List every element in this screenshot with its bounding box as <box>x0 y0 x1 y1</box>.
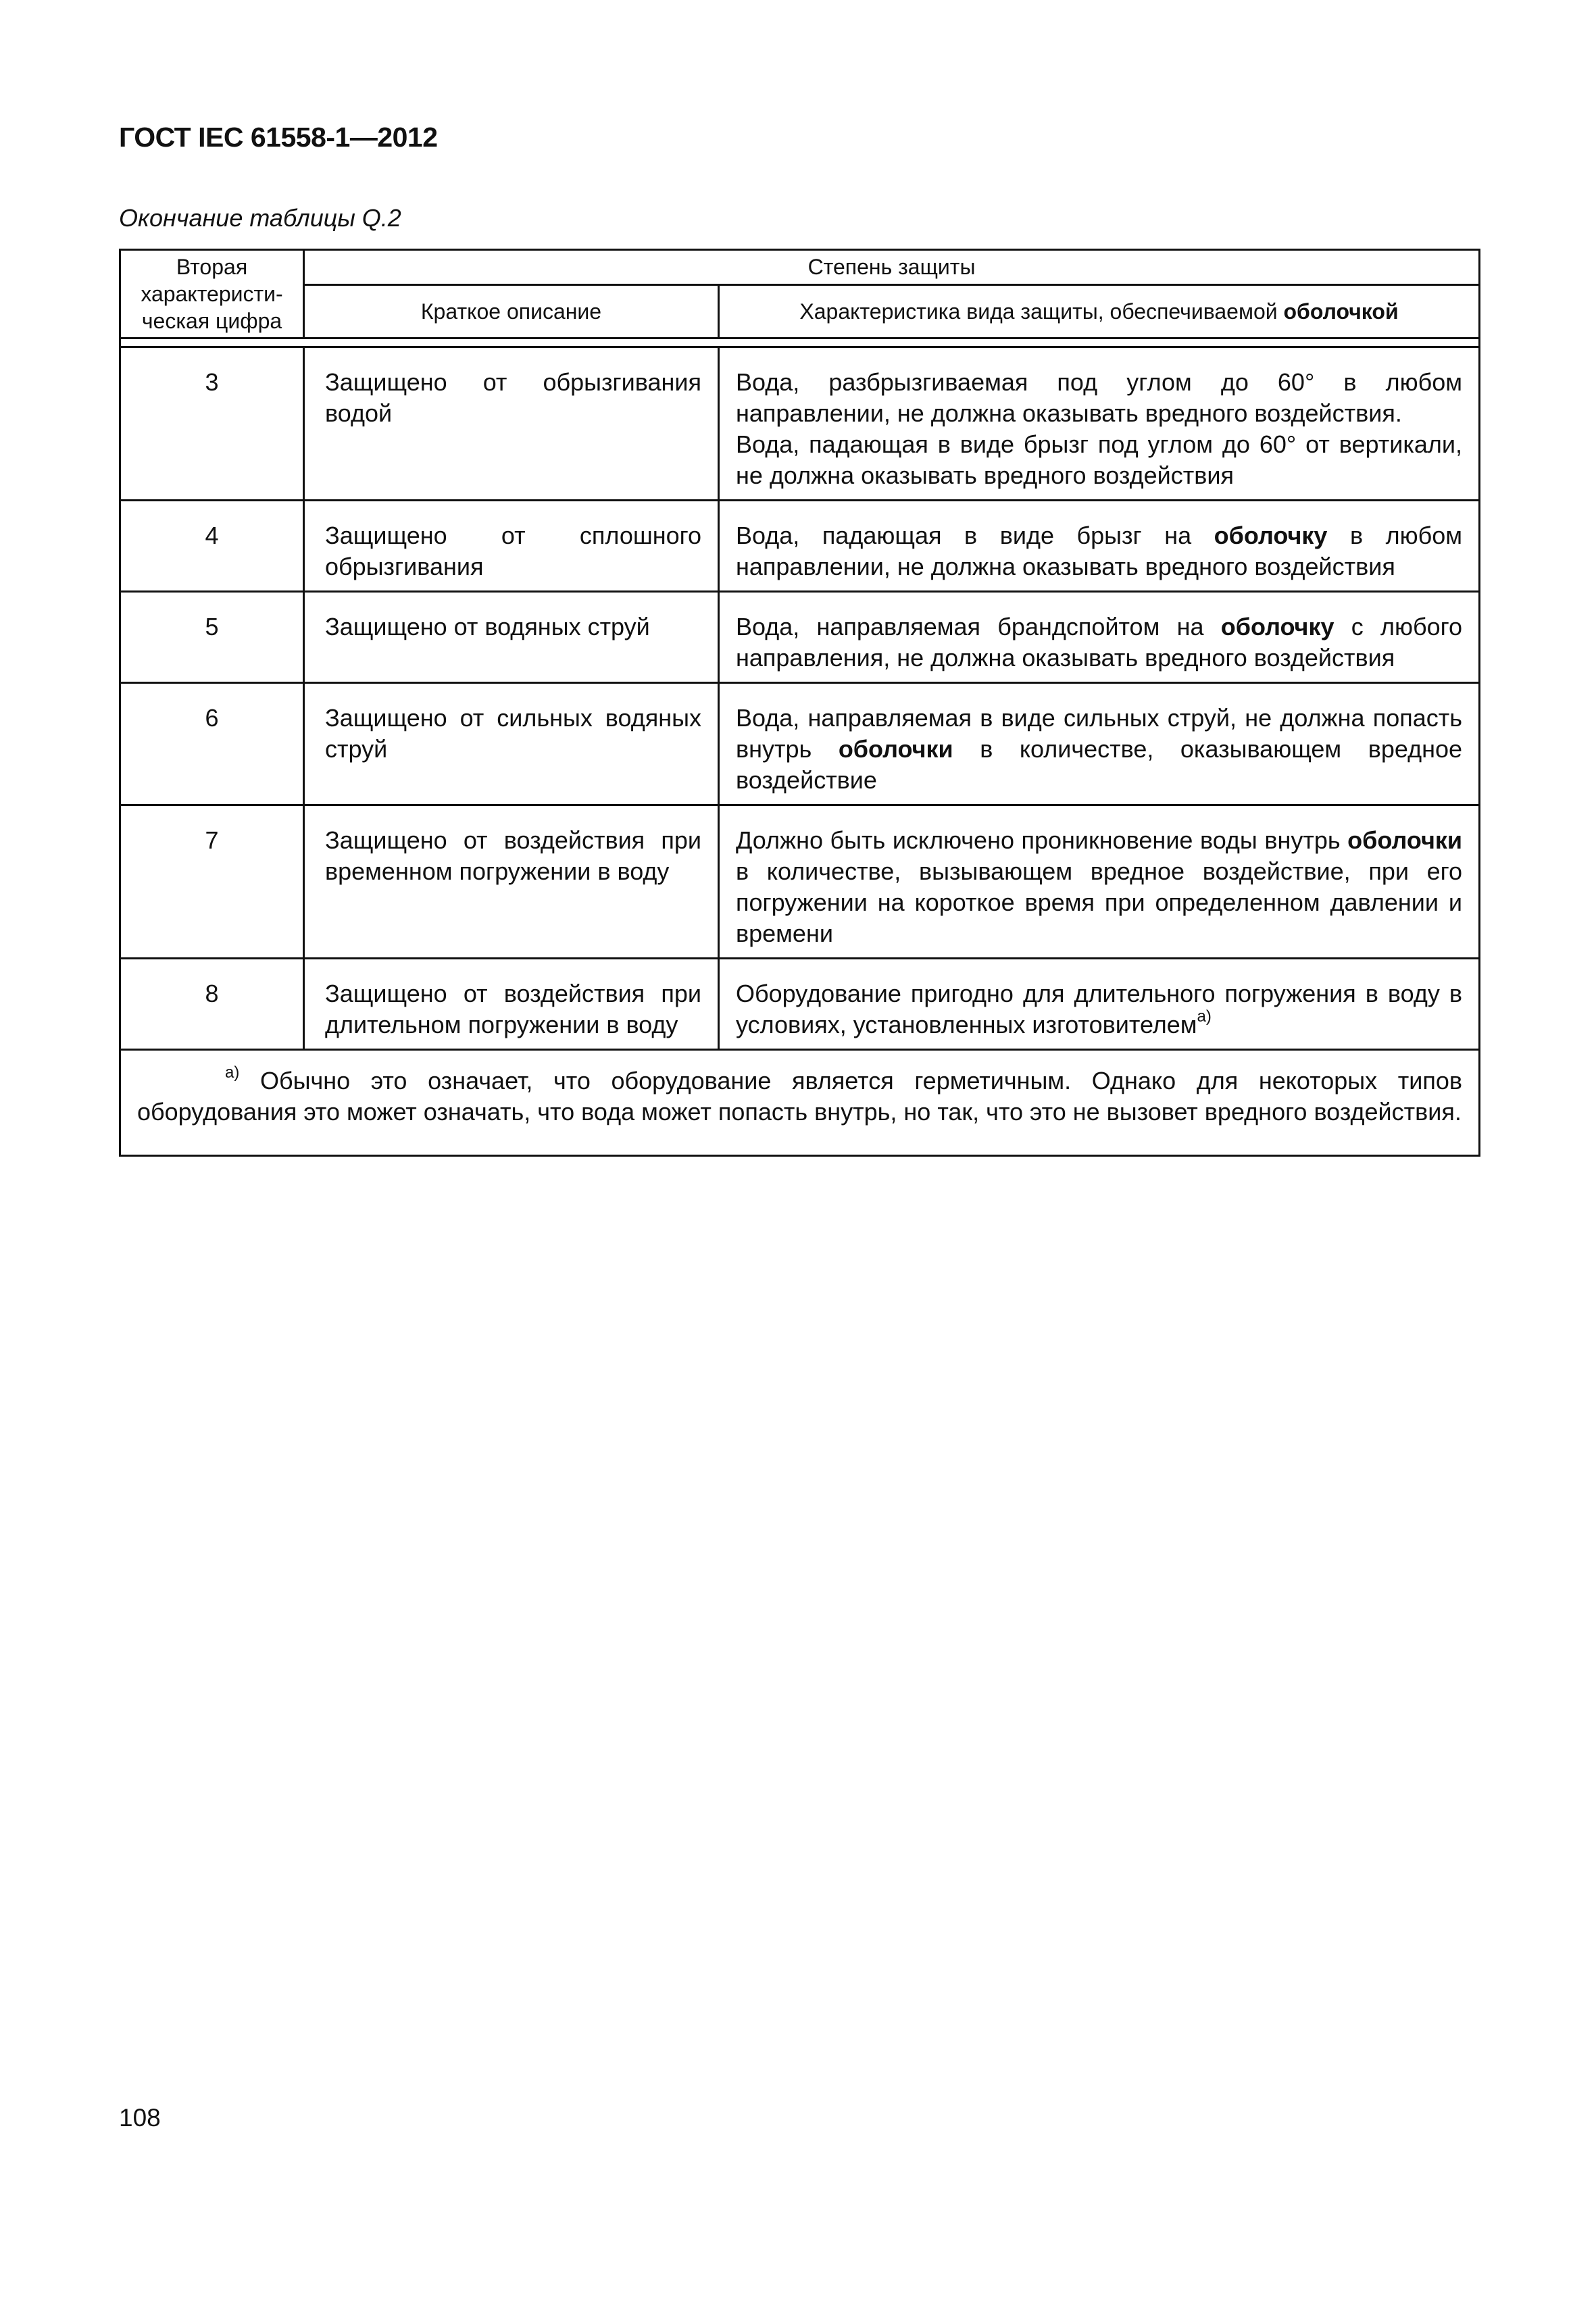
cell-digit: 6 <box>120 683 304 805</box>
col-header-description: Краткое описание <box>304 284 719 338</box>
cell-digit: 4 <box>120 501 304 592</box>
characteristic-bold-term: оболочки <box>1347 826 1463 854</box>
table-row <box>120 959 1480 1050</box>
table-footnote <box>120 1050 1480 1156</box>
characteristic-bold-term: оболочку <box>1214 522 1328 549</box>
cell-digit: 3 <box>120 347 304 501</box>
characteristic-paragraph <box>736 611 1462 674</box>
col-header-characteristic-bold: оболочкой <box>1283 299 1399 324</box>
characteristic-paragraph <box>736 703 1462 796</box>
cell-description: Защищено от воздействия при временном погружении в воду <box>304 805 719 959</box>
cell-characteristic <box>719 347 1480 501</box>
col-header-characteristic <box>719 284 1480 338</box>
characteristic-paragraph <box>736 825 1462 949</box>
footnote-mark: а) <box>225 1063 240 1082</box>
characteristic-text: с любого направления, не должна оказывать вредного воздействия <box>736 613 1463 672</box>
characteristic-bold-term: оболочки <box>838 735 953 763</box>
characteristic-text: Оборудование пригодно для длительного погружения в воду в условиях, установленных изготовителем <box>736 980 1463 1038</box>
protection-table <box>119 249 1480 1157</box>
table-row <box>120 805 1480 959</box>
characteristic-text: в любом направлении, не должна оказывать вредного воздействия <box>736 522 1463 580</box>
characteristic-text: в количестве, оказывающем вредное воздействие <box>736 735 1463 794</box>
group-header-protection: Степень защиты <box>304 250 1480 285</box>
table-row <box>120 347 1480 501</box>
cell-characteristic <box>719 683 1480 805</box>
characteristic-paragraph <box>736 367 1462 429</box>
characteristic-paragraph <box>736 978 1462 1040</box>
cell-description: Защищено от обрызгивания водой <box>304 347 719 501</box>
characteristic-text: в количестве, вызывающем вредное воздействие, при его погружении на короткое время при определенном давлении и времени <box>736 857 1463 947</box>
characteristic-paragraph <box>736 429 1462 491</box>
cell-digit: 7 <box>120 805 304 959</box>
table-row <box>120 501 1480 592</box>
cell-characteristic <box>719 501 1480 592</box>
cell-characteristic <box>719 959 1480 1050</box>
cell-description: Защищено от воздействия при длительном погружении в воду <box>304 959 719 1050</box>
cell-digit: 5 <box>120 592 304 683</box>
characteristic-text: Должно быть исключено проникновение воды внутрь <box>736 826 1348 854</box>
table-caption: Окончание таблицы Q.2 <box>119 204 401 232</box>
table-row <box>120 683 1480 805</box>
page-number: 108 <box>119 2104 161 2132</box>
cell-characteristic <box>719 805 1480 959</box>
header-separator <box>120 338 1480 347</box>
characteristic-text: Вода, падающая в виде брызг под углом до 60° от вертикали, не должна оказывать вредного воздействия <box>736 430 1463 489</box>
characteristic-paragraph <box>736 520 1462 582</box>
cell-description: Защищено от сильных водяных струй <box>304 683 719 805</box>
characteristic-text: Вода, падающая в виде брызг на <box>736 522 1214 549</box>
footnote-text: Обычно это означает, что оборудование является герметичным. Однако для некоторых типов оборудования это может означать, что вода может попасть внутрь, но так, что это не вызовет вредного воздействия. <box>137 1067 1463 1126</box>
col-header-characteristic-text: Характеристика вида защиты, обеспечиваемой <box>799 299 1284 324</box>
characteristic-bold-term: оболочку <box>1220 613 1335 640</box>
footnote-ref: а) <box>1197 1007 1212 1026</box>
cell-digit: 8 <box>120 959 304 1050</box>
characteristic-text: Вода, направляемая брандспойтом на <box>736 613 1221 640</box>
cell-description: Защищено от сплошного обрызгивания <box>304 501 719 592</box>
document-header: ГОСТ IEC 61558-1—2012 <box>119 122 438 153</box>
table-row <box>120 592 1480 683</box>
characteristic-text: Вода, направляемая в виде сильных струй, не должна попасть внутрь <box>736 704 1463 763</box>
cell-characteristic <box>719 592 1480 683</box>
cell-description: Защищено от водяных струй <box>304 592 719 683</box>
characteristic-text: Вода, разбрызгиваемая под углом до 60° в любом направлении, не должна оказывать вредного воздействия. <box>736 368 1463 427</box>
col-header-digit: Вторая характеристическая цифра <box>120 250 304 338</box>
